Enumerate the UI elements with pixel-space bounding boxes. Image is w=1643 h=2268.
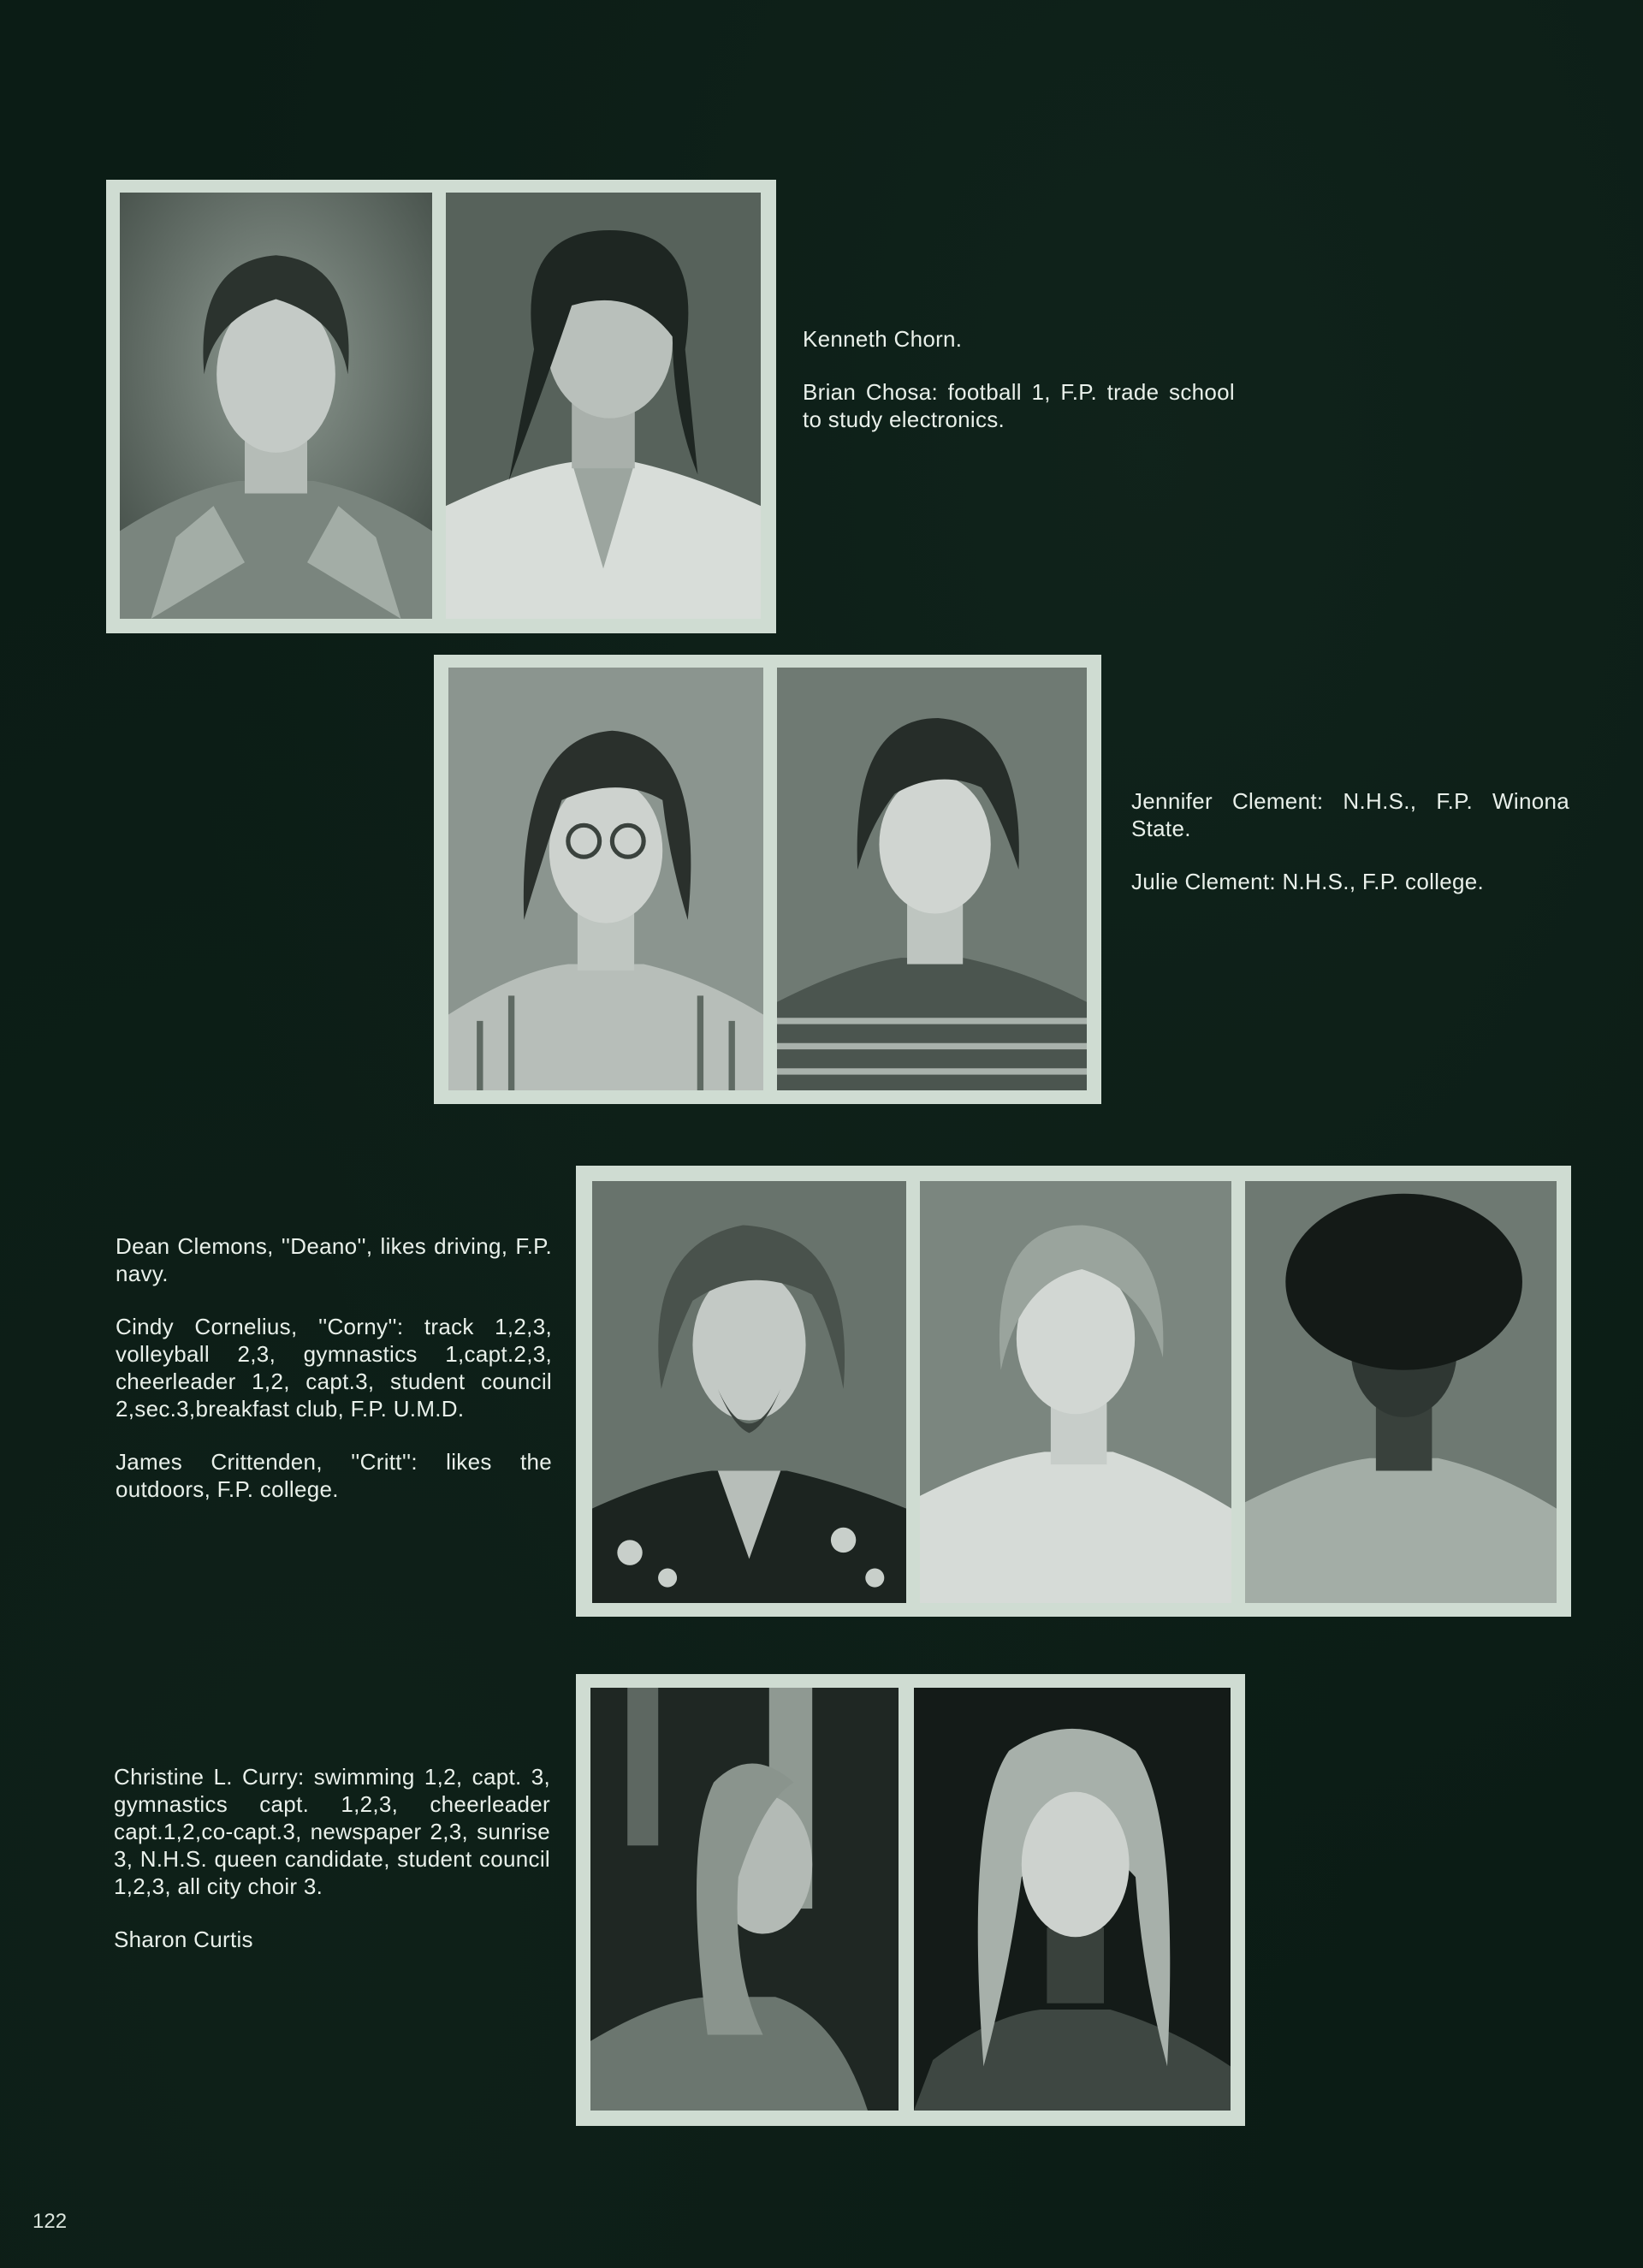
caption-kenneth-chorn: Kenneth Chorn. <box>803 326 963 352</box>
portrait-photo-julie-clement <box>777 668 1087 1090</box>
caption-block-group-4 <box>114 1763 550 1953</box>
caption-sharon-curtis: Sharon Curtis <box>114 1927 253 1952</box>
portrait-photo-christine-curry <box>590 1688 899 2111</box>
caption-jennifer-clement: Jennifer Clement: N.H.S., F.P. Winona State. <box>1131 788 1569 841</box>
portrait-photo-brian-chosa <box>446 193 761 619</box>
caption-brian-chosa: Brian Chosa: football 1, F.P. trade school to study electronics. <box>803 379 1235 432</box>
portrait-photo-kenneth-chorn <box>120 193 432 619</box>
portrait-photo-dean-clemons <box>592 1181 906 1603</box>
portrait-photo-cindy-cornelius <box>920 1181 1231 1603</box>
caption-block-group-3 <box>116 1232 552 1503</box>
portrait-photo-sharon-curtis <box>914 1688 1231 2111</box>
caption-dean-clemons: Dean Clemons, ''Deano'', likes driving, F.P. navy. <box>116 1233 552 1286</box>
portrait-photo-james-crittenden <box>1245 1181 1557 1603</box>
page-number: 122 <box>33 2210 68 2233</box>
caption-james-crittenden: James Crittenden, ''Critt'': likes the outdoors, F.P. college. <box>116 1449 552 1502</box>
caption-christine-curry: Christine L. Curry: swimming 1,2, capt. 3, gymnastics capt. 1,2,3, cheerleader capt.1,2,co-capt.3, newspaper 2,3, sunrise 3, N.H.S. queen candidate, student council 1,2,3, all city choir 3. <box>114 1764 550 1899</box>
caption-block-group-1 <box>803 325 1235 433</box>
caption-cindy-cornelius: Cindy Cornelius, ''Corny'': track 1,2,3, volleyball 2,3, gymnastics 1,capt.2,3, cheerleader 1,2, capt.3, student council 2,sec.3,breakfast club, F.P. U.M.D. <box>116 1314 552 1422</box>
caption-block-group-2 <box>1131 787 1569 895</box>
caption-julie-clement: Julie Clement: N.H.S., F.P. college. <box>1131 869 1485 894</box>
portrait-photo-jennifer-clement <box>448 668 763 1090</box>
